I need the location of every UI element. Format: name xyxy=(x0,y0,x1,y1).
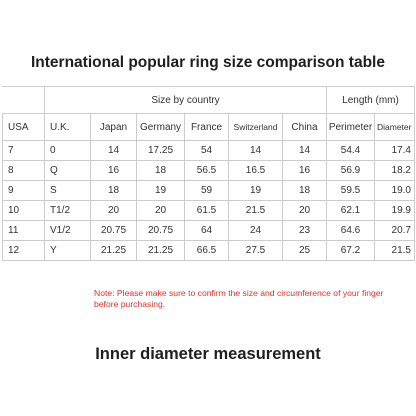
cell-switzerland: 27.5 xyxy=(229,241,283,261)
cell-perimeter: 56.9 xyxy=(327,161,375,181)
cell-uk: Q xyxy=(45,161,91,181)
cell-usa: 7 xyxy=(3,141,45,161)
cell-germany: 19 xyxy=(137,181,185,201)
cell-diameter: 19.0 xyxy=(375,181,415,201)
cell-usa: 11 xyxy=(3,221,45,241)
page-title: International popular ring size comparison table xyxy=(31,54,385,71)
cell-perimeter: 64.6 xyxy=(327,221,375,241)
column-header-switzerland: Switzerland xyxy=(229,114,283,141)
cell-diameter: 20.7 xyxy=(375,221,415,241)
cell-china: 23 xyxy=(283,221,327,241)
cell-uk: T1/2 xyxy=(45,201,91,221)
cell-france: 56.5 xyxy=(185,161,229,181)
section-subtitle: Inner diameter measurement xyxy=(95,345,321,363)
column-header-germany: Germany xyxy=(137,114,185,141)
column-header-diameter: Diameter xyxy=(375,114,415,141)
cell-france: 59 xyxy=(185,181,229,201)
cell-switzerland: 14 xyxy=(229,141,283,161)
cell-switzerland: 24 xyxy=(229,221,283,241)
cell-china: 16 xyxy=(283,161,327,181)
cell-france: 61.5 xyxy=(185,201,229,221)
cell-usa: 9 xyxy=(3,181,45,201)
cell-china: 25 xyxy=(283,241,327,261)
cell-china: 18 xyxy=(283,181,327,201)
group-header-by-country: Size by country xyxy=(45,87,327,114)
cell-france: 54 xyxy=(185,141,229,161)
cell-usa: 10 xyxy=(3,201,45,221)
cell-uk: Y xyxy=(45,241,91,261)
column-header-china: China xyxy=(283,114,327,141)
cell-uk: V1/2 xyxy=(45,221,91,241)
cell-usa: 8 xyxy=(3,161,45,181)
cell-germany: 20 xyxy=(137,201,185,221)
cell-perimeter: 67.2 xyxy=(327,241,375,261)
cell-china: 14 xyxy=(283,141,327,161)
group-header-row xyxy=(3,87,415,114)
group-header-blank xyxy=(3,87,45,114)
cell-switzerland: 19 xyxy=(229,181,283,201)
cell-diameter: 17.4 xyxy=(375,141,415,161)
cell-switzerland: 21.5 xyxy=(229,201,283,221)
cell-usa: 12 xyxy=(3,241,45,261)
cell-germany: 21.25 xyxy=(137,241,185,261)
cell-japan: 18 xyxy=(91,181,137,201)
column-header-row xyxy=(3,114,415,141)
table-row xyxy=(3,181,415,201)
cell-japan: 20.75 xyxy=(91,221,137,241)
table-row xyxy=(3,241,415,261)
cell-germany: 17.25 xyxy=(137,141,185,161)
cell-diameter: 21.5 xyxy=(375,241,415,261)
table-row xyxy=(3,161,415,181)
cell-japan: 16 xyxy=(91,161,137,181)
table-row xyxy=(3,141,415,161)
cell-perimeter: 59.5 xyxy=(327,181,375,201)
purchase-note: Note: Please make sure to confirm the size and circumference of your finger before purchasing. xyxy=(94,288,384,309)
cell-germany: 18 xyxy=(137,161,185,181)
cell-france: 66.5 xyxy=(185,241,229,261)
column-header-usa: USA xyxy=(3,114,45,141)
cell-france: 64 xyxy=(185,221,229,241)
cell-china: 20 xyxy=(283,201,327,221)
group-header-length: Length (mm) xyxy=(327,87,415,114)
column-header-perimeter: Perimeter xyxy=(327,114,375,141)
cell-japan: 14 xyxy=(91,141,137,161)
cell-perimeter: 62.1 xyxy=(327,201,375,221)
column-header-uk: U.K. xyxy=(45,114,91,141)
cell-perimeter: 54.4 xyxy=(327,141,375,161)
table-row xyxy=(3,201,415,221)
cell-uk: S xyxy=(45,181,91,201)
cell-uk: 0 xyxy=(45,141,91,161)
cell-germany: 20.75 xyxy=(137,221,185,241)
column-header-japan: Japan xyxy=(91,114,137,141)
cell-diameter: 18.2 xyxy=(375,161,415,181)
table-body xyxy=(3,141,415,261)
cell-diameter: 19.9 xyxy=(375,201,415,221)
cell-japan: 21.25 xyxy=(91,241,137,261)
ring-size-table xyxy=(2,86,415,261)
cell-switzerland: 16.5 xyxy=(229,161,283,181)
table-row xyxy=(3,221,415,241)
column-header-france: France xyxy=(185,114,229,141)
cell-japan: 20 xyxy=(91,201,137,221)
